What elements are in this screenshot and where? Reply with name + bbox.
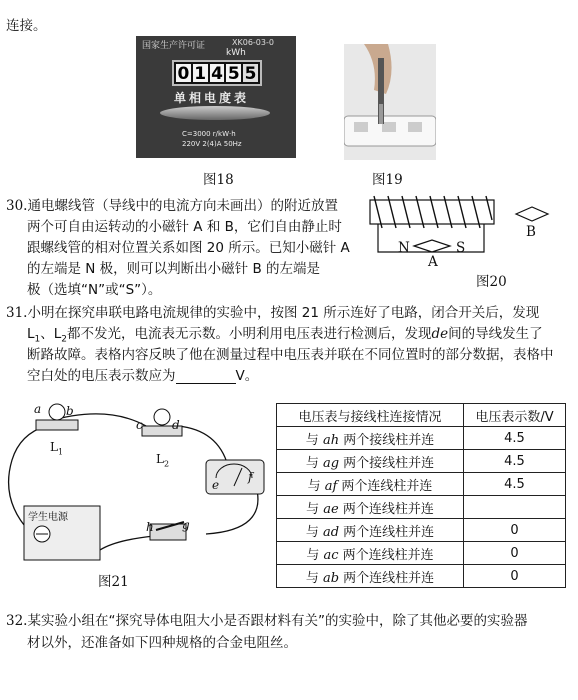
meter-digit: 4 xyxy=(211,64,223,84)
bulb-l2-label: $L_2$ xyxy=(156,452,170,469)
answer-blank[interactable] xyxy=(176,369,236,384)
figure-19-caption: 图19 xyxy=(372,172,403,188)
q30-line-3: 跟螺线管的相对位置关系如图 20 所示。已知小磁针 A xyxy=(27,240,350,256)
q31-number: 31. xyxy=(6,305,28,321)
voltage-value: 4.5 xyxy=(464,450,566,473)
q32-line-2: 材以外，还准备如下四种规格的合金电阻丝。 xyxy=(27,635,297,651)
terminal-g: g xyxy=(182,518,190,532)
table-row: 与 ac 两个连线柱并连 0 xyxy=(277,542,566,565)
q31-line-3: 断路故障。表格内容反映了他在测量过程中电压表并联在不同位置时的部分数据，表格中 xyxy=(27,347,554,363)
table-row: 与 ae 两个连线柱并连 xyxy=(277,496,566,519)
terminal-a: a xyxy=(34,402,42,416)
table-row: 与 ab 两个连线柱并连 0 xyxy=(277,565,566,588)
meter-license-text: 国家生产许可证 xyxy=(142,41,206,51)
q31-line-1 xyxy=(6,301,539,321)
table-row: 与 ah 两个接线柱并连 4.5 xyxy=(277,427,566,450)
terminal-d: d xyxy=(172,418,180,432)
q31-line-2: $L_1$、$L_2$都不发光，电流表无示数。小明利用电压表进行检测后，发现de间的导线发生了 xyxy=(27,326,543,345)
q30-line-2: 两个可自由运转动的小磁针 A 和 B，它们自由静止时 xyxy=(27,219,342,235)
table-row: 与 af 两个连线柱并连 4.5 xyxy=(277,473,566,496)
needle-b-label: B xyxy=(526,224,536,240)
table-row: 与 ad 两个连线柱并连 0 xyxy=(277,519,566,542)
voltage-value: 0 xyxy=(464,519,566,542)
figure-18-meter-photo xyxy=(136,36,296,158)
q30-number: 30. xyxy=(6,198,28,214)
voltage-value: 0 xyxy=(464,565,566,588)
meter-digit: 0 xyxy=(177,64,190,84)
terminal-c: c xyxy=(136,418,143,432)
table-header: 电压表与接线柱连接情况 xyxy=(277,404,464,427)
voltage-value: 4.5 xyxy=(464,427,566,450)
meter-spec-1: C=3000 r/kW·h xyxy=(182,130,236,138)
meter-unit: kWh xyxy=(226,48,246,58)
voltage-value: 4.5 xyxy=(464,473,566,496)
prev-question-tail: 连接。 xyxy=(6,18,47,34)
voltage-value: 0 xyxy=(464,542,566,565)
terminal-h: h xyxy=(146,520,154,534)
q32-number: 32. xyxy=(6,613,28,629)
table-header-row xyxy=(277,404,566,427)
needle-a-north-label: N xyxy=(398,240,410,256)
figure-20-caption: 图20 xyxy=(476,274,507,290)
test-pen-illustration xyxy=(344,44,436,160)
figure-19-test-pen-photo xyxy=(344,44,436,160)
q32-text: 某实验小组在“探究导体电阻大小是否跟材料有关”的实验中，除了其他必要的实验器 xyxy=(27,613,528,629)
meter-digit: 1 xyxy=(194,64,207,84)
needle-a-label: A xyxy=(428,254,438,270)
table-row: 与 ag 两个接线柱并连 4.5 xyxy=(277,450,566,473)
compass-needle-b xyxy=(516,207,548,221)
terminal-f: f xyxy=(248,470,253,484)
meter-spec-2: 220V 2(4)A 50Hz xyxy=(182,140,242,148)
power-supply-label: 学生电源 xyxy=(28,512,68,523)
switch xyxy=(150,522,186,540)
voltage-value-blank[interactable] xyxy=(464,496,566,519)
figure-21-caption: 图21 xyxy=(98,574,129,590)
q32-line-1 xyxy=(6,609,527,629)
figure-20-solenoid xyxy=(366,190,566,268)
meter-digit-decimal: 5 xyxy=(244,64,257,84)
meter-code: XK06-03-0 xyxy=(232,38,274,47)
terminal-e: e xyxy=(212,478,220,492)
meter-title: 单相电度表 xyxy=(174,91,250,105)
q31-line-4: 空白处的电压表示数应为 V。 xyxy=(27,368,259,384)
meter-digit: 5 xyxy=(227,64,240,84)
bulb-l1-label: $L_1$ xyxy=(50,440,64,457)
needle-a-south-label: S xyxy=(456,240,466,256)
terminal-b: b xyxy=(66,404,74,418)
q30-line-4: 的左端是 N 极，则可以判断出小磁针 B 的左端是 xyxy=(27,261,321,277)
table-header: 电压表示数/V xyxy=(464,404,566,427)
voltage-table xyxy=(276,403,566,588)
meter-rotor-disc xyxy=(160,106,270,120)
q30-line-5: 极（选填“N”或“S”）。 xyxy=(27,282,162,298)
q30-line-1 xyxy=(6,194,338,214)
q31-text: 小明在探究串联电路电流规律的实验中，按图 21 所示连好了电路，闭合开关后，发现 xyxy=(27,305,540,321)
compass-needle-a xyxy=(414,240,450,252)
figure-18-caption: 图18 xyxy=(203,172,234,188)
q30-text: 通电螺线管（导线中的电流方向未画出）的附近放置 xyxy=(27,198,338,214)
meter-digit-window xyxy=(172,60,262,86)
